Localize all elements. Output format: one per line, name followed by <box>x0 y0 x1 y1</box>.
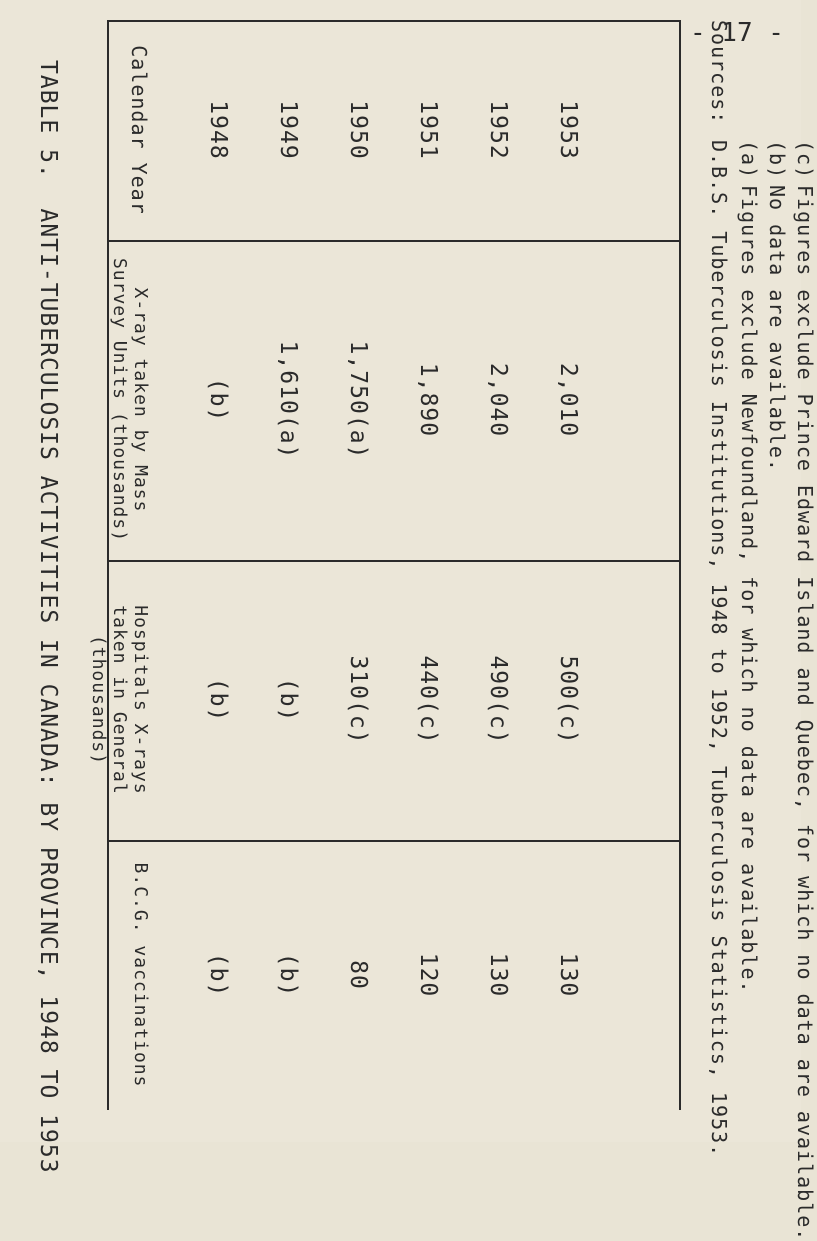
cell-bcg: 80 <box>345 960 371 990</box>
footnote-c-text: Figures exclude Prince Edward Island and Quebec, for which no data are available. <box>793 185 817 1241</box>
cell-year: 1950 <box>345 100 371 160</box>
cell-bcg: 130 <box>485 952 511 998</box>
footnote-sources-label: Sources: <box>707 20 731 125</box>
cell-hosp: (b) <box>205 677 231 723</box>
cell-mass: 1,890 <box>415 362 441 438</box>
cell-year: 1948 <box>205 100 231 160</box>
footnote-a-text: Figures exclude Newfoundland, for which no data are available. <box>737 185 761 994</box>
cell-year: 1951 <box>415 100 441 160</box>
cell-mass: 1,610(a) <box>275 340 301 460</box>
cell-hosp: (b) <box>275 677 301 723</box>
col-divider-1 <box>107 560 681 562</box>
footnote-sources-text: D.B.S. Tuberculosis Institutions, 1948 to 1952, Tuberculosis Statistics, 1953. <box>707 140 731 1158</box>
cell-bcg: (b) <box>275 952 301 998</box>
header-calendar-year: Calendar Year <box>127 45 151 215</box>
footnote-b-text: No data are available. <box>765 185 789 472</box>
cell-mass: 2,010 <box>555 362 581 438</box>
table-left-rule <box>107 20 681 22</box>
header-divider-rule <box>107 240 681 242</box>
cell-mass: (b) <box>205 377 231 423</box>
col-divider-2 <box>107 840 681 842</box>
table-bottom-rule <box>679 20 681 1110</box>
table-title: TABLE 5. ANTI-TUBERCULOSIS ACTIVITIES IN CANADA: BY PROVINCE, 1948 TO 1953 <box>35 60 61 1174</box>
cell-bcg: 130 <box>555 952 581 998</box>
page-number: - 17 - <box>690 18 784 48</box>
cell-mass: 2,040 <box>485 362 511 438</box>
cell-hosp: 440(c) <box>415 655 441 745</box>
footnote-c-label: (c) <box>793 140 817 180</box>
header-mass-survey: X-ray taken by Mass Survey Units (thousands) <box>109 257 151 543</box>
footnote-b-label: (b) <box>765 140 789 180</box>
cell-year: 1952 <box>485 100 511 160</box>
cell-bcg: (b) <box>205 952 231 998</box>
cell-year: 1953 <box>555 100 581 160</box>
header-general-hospitals: Hospitals X-rays taken in General (thousands) <box>88 605 151 795</box>
cell-mass: 1,750(a) <box>345 340 371 460</box>
cell-year: 1949 <box>275 100 301 160</box>
cell-hosp: 310(c) <box>345 655 371 745</box>
footnote-a-label: (a) <box>737 140 761 180</box>
table-top-rule <box>107 20 109 1110</box>
cell-hosp: 500(c) <box>555 655 581 745</box>
header-bcg: B.C.G. vaccinations <box>130 862 151 1088</box>
cell-hosp: 490(c) <box>485 655 511 745</box>
cell-bcg: 120 <box>415 952 441 998</box>
